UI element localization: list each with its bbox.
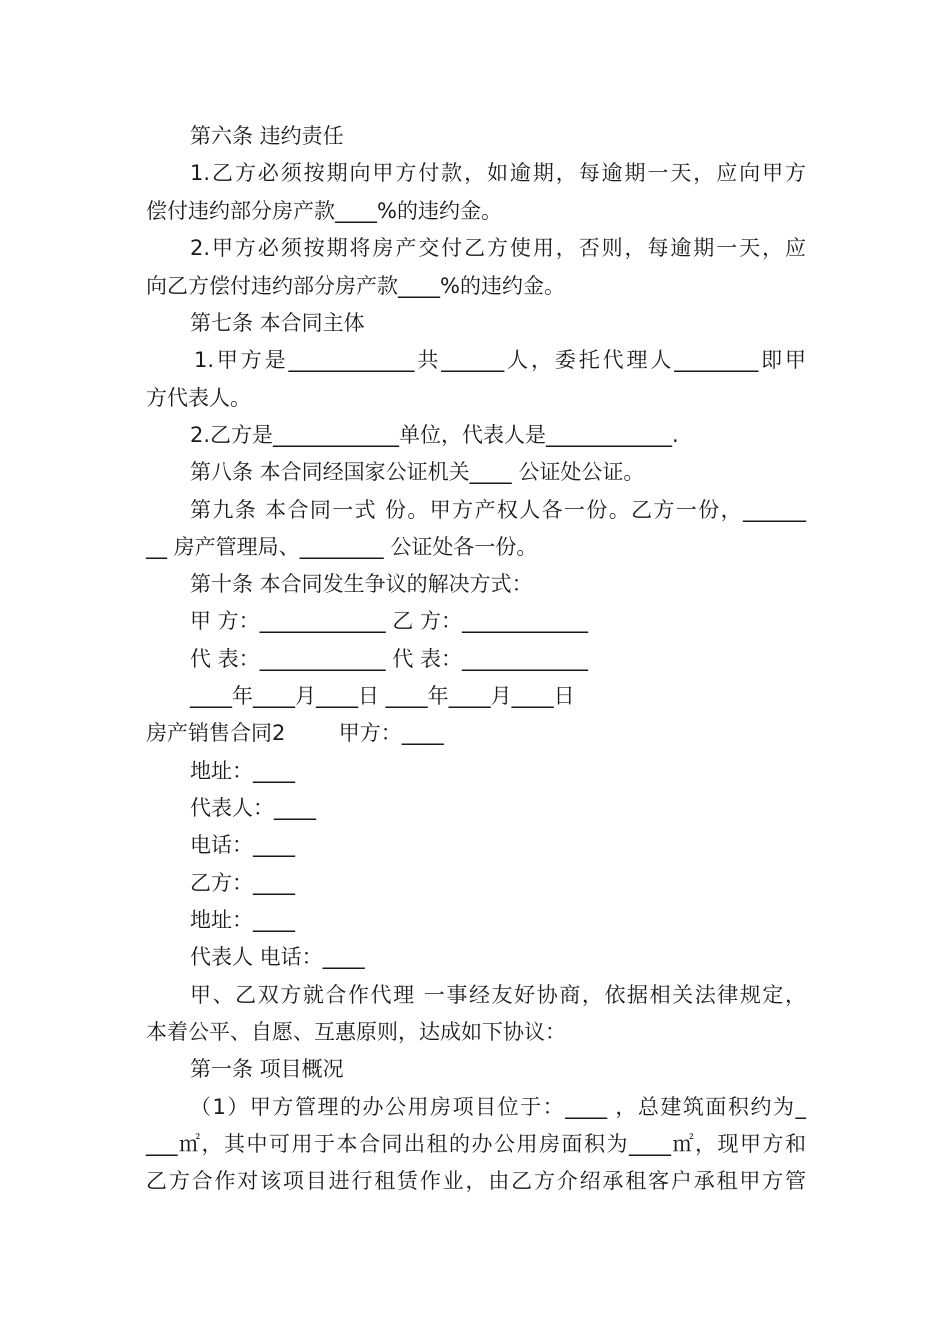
article-1-heading: 第一条 项目概况	[190, 1057, 344, 1081]
paragraph-line: （1）甲方管理的办公用房项目位于：____ ，总建筑面积约为_	[190, 1095, 806, 1119]
party-a-phone: 电话：____	[190, 833, 295, 857]
party-b-address: 地址：____	[190, 908, 295, 932]
paragraph-line: 向乙方偿付违约部分房产款____%的违约金。	[146, 274, 565, 298]
contract-2-title-line: 房产销售合同2 甲方：____	[146, 721, 444, 745]
paragraph-line: 甲、乙双方就合作代理 一事经友好协商，依据相关法律规定，	[190, 983, 806, 1007]
article-6-heading: 第六条 违约责任	[190, 124, 344, 148]
party-b-representative-phone: 代表人 电话：____	[190, 945, 365, 969]
party-b-label: 乙方：____	[190, 871, 295, 895]
paragraph-line: __ 房产管理局、________ 公证处各一份。	[146, 535, 538, 559]
paragraph-line: 偿付违约部分房产款____%的违约金。	[146, 199, 502, 223]
signature-representative-line: 代 表：____________ 代 表：____________	[190, 647, 589, 671]
article-7-heading: 第七条 本合同主体	[190, 311, 365, 335]
paragraph-line: 本着公平、自愿、互惠原则，达成如下协议：	[146, 1020, 566, 1044]
paragraph-line: 1.乙方必须按期向甲方付款，如逾期，每逾期一天，应向甲方	[190, 161, 806, 185]
signature-party-line: 甲 方：____________ 乙 方：____________	[190, 609, 589, 633]
paragraph-line: 方代表人。	[146, 386, 251, 410]
party-a-representative: 代表人：____	[190, 796, 316, 820]
paragraph-line: ___㎡，其中可用于本合同出租的办公用房面积为____㎡，现甲方和	[146, 1132, 806, 1156]
paragraph-line: 2.甲方必须按期将房产交付乙方使用，否则，每逾期一天，应	[190, 236, 806, 260]
article-10-heading: 第十条 本合同发生争议的解决方式：	[190, 572, 533, 596]
paragraph-line: 2.乙方是____________单位，代表人是____________.	[190, 423, 679, 447]
article-8-line: 第八条 本合同经国家公证机关____ 公证处公证。	[190, 460, 645, 484]
article-9-line: 第九条 本合同一式 份。甲方产权人各一份。乙方一份，______	[190, 498, 806, 522]
paragraph-line: 1.甲方是____________共______人，委托代理人________即甲	[194, 348, 806, 372]
signature-date-line: ____年____月____日 ____年____月____日	[190, 684, 575, 708]
paragraph-line: 乙方合作对该项目进行租赁作业，由乙方介绍承租客户承租甲方管	[146, 1169, 806, 1193]
party-a-address: 地址：____	[190, 759, 295, 783]
